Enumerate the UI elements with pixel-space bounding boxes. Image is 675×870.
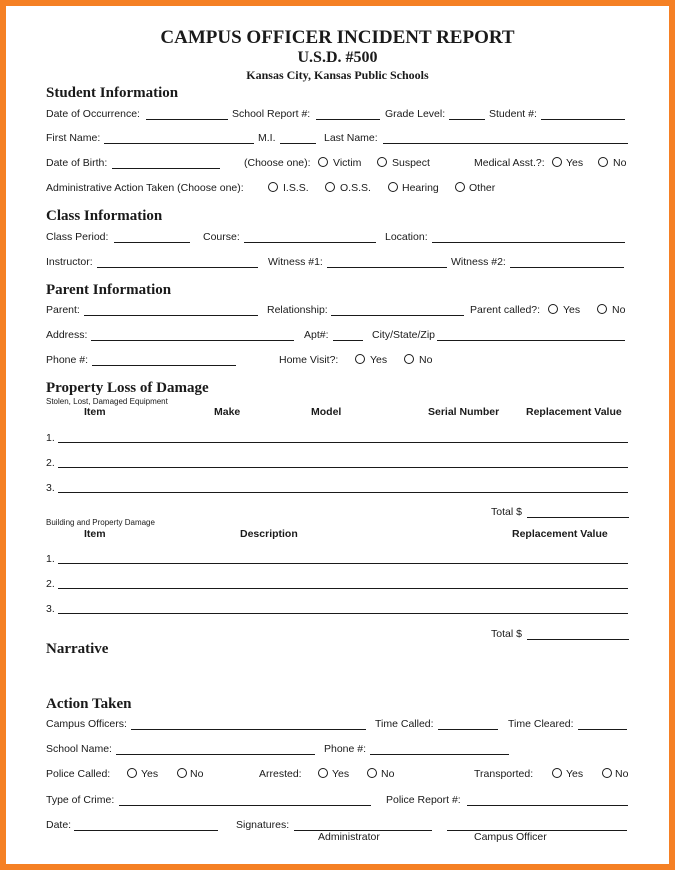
location-label: Location: [385, 231, 428, 243]
arrested-label: Arrested: [259, 768, 302, 780]
col-item: Item [84, 406, 106, 418]
home-visit-no-label: No [419, 354, 433, 366]
iss-label: I.S.S. [283, 182, 309, 194]
col-serial: Serial Number [428, 406, 500, 418]
campus-officers-label: Campus Officers: [46, 718, 127, 730]
police-report-label: Police Report #: [386, 794, 461, 806]
signatures-label: Signatures: [236, 819, 290, 831]
time-cleared-field[interactable] [578, 729, 627, 730]
transported-no-label: No [615, 768, 629, 780]
police-called-no-radio[interactable] [177, 768, 187, 778]
suspect-label: Suspect [392, 157, 430, 169]
medical-no-label: No [613, 157, 627, 169]
class-period-field[interactable] [114, 242, 190, 243]
col-make: Make [214, 406, 241, 418]
administrator-caption: Administrator [318, 831, 380, 843]
relationship-field[interactable] [331, 315, 464, 316]
city-state-zip-field[interactable] [437, 340, 625, 341]
class-period-label: Class Period: [46, 231, 109, 243]
last-name-field[interactable] [383, 143, 628, 144]
district-name: U.S.D. #500 [297, 49, 378, 66]
course-label: Course: [203, 231, 240, 243]
type-of-crime-field[interactable] [119, 805, 371, 806]
col-replacement-value: Replacement Value [526, 406, 622, 418]
witness1-label: Witness #1: [268, 256, 323, 268]
building-total-field[interactable] [527, 639, 629, 640]
building-total-label: Total $ [491, 628, 522, 640]
course-field[interactable] [244, 242, 376, 243]
hearing-radio[interactable] [388, 182, 398, 192]
witness2-label: Witness #2: [451, 256, 506, 268]
school-name-field[interactable] [116, 754, 315, 755]
transported-yes-radio[interactable] [552, 768, 562, 778]
equipment-row-line[interactable] [58, 492, 628, 493]
oss-radio[interactable] [325, 182, 335, 192]
transported-label: Transported: [474, 768, 534, 780]
medical-no-radio[interactable] [598, 157, 608, 167]
col-model: Model [311, 406, 342, 418]
equipment-subheading: Stolen, Lost, Damaged Equipment [46, 397, 168, 406]
parent-called-yes-radio[interactable] [548, 304, 558, 314]
apt-label: Apt#: [304, 329, 329, 341]
action-phone-field[interactable] [370, 754, 509, 755]
date-of-occurrence-label: Date of Occurrence: [46, 108, 140, 120]
date-field[interactable] [74, 830, 218, 831]
instructor-field[interactable] [97, 267, 258, 268]
choose-one-label: (Choose one): [244, 157, 311, 169]
equipment-row-number: 1. [46, 432, 55, 444]
phone-field[interactable] [92, 365, 236, 366]
home-visit-label: Home Visit?: [279, 354, 339, 366]
building-row-line[interactable] [58, 588, 628, 589]
building-col-replacement-value: Replacement Value [512, 528, 608, 540]
parent-info-heading: Parent Information [46, 282, 172, 298]
home-visit-yes-radio[interactable] [355, 354, 365, 364]
home-visit-no-radio[interactable] [404, 354, 414, 364]
school-report-label: School Report #: [232, 108, 311, 120]
admin-action-label: Administrative Action Taken (Choose one): [46, 182, 244, 194]
arrested-yes-radio[interactable] [318, 768, 328, 778]
date-of-occurrence-field[interactable] [146, 119, 228, 120]
victim-label: Victim [333, 157, 362, 169]
parent-field[interactable] [84, 315, 258, 316]
police-called-label: Police Called: [46, 768, 111, 780]
medical-yes-radio[interactable] [552, 157, 562, 167]
time-cleared-label: Time Cleared: [508, 718, 574, 730]
grade-level-label: Grade Level: [385, 108, 446, 120]
parent-called-label: Parent called?: [470, 304, 541, 316]
parent-called-yes-label: Yes [563, 304, 581, 316]
form-title: CAMPUS OFFICER INCIDENT REPORT [160, 27, 515, 48]
parent-label: Parent: [46, 304, 80, 316]
date-of-birth-field[interactable] [112, 168, 220, 169]
mi-label: M.I. [258, 132, 276, 144]
medical-yes-label: Yes [566, 157, 584, 169]
building-row-number: 3. [46, 603, 55, 615]
equipment-total-field[interactable] [527, 517, 629, 518]
medical-asst-label: Medical Asst.?: [474, 157, 545, 169]
police-report-field[interactable] [467, 805, 628, 806]
instructor-label: Instructor: [46, 256, 93, 268]
equipment-row-line[interactable] [58, 442, 628, 443]
class-info-heading: Class Information [46, 208, 163, 224]
first-name-label: First Name: [46, 132, 101, 144]
equipment-row-number: 2. [46, 457, 55, 469]
form-subtitle: Kansas City, Kansas Public Schools [246, 68, 429, 82]
mi-field[interactable] [280, 143, 316, 144]
campus-officer-caption: Campus Officer [474, 831, 547, 843]
arrested-no-radio[interactable] [367, 768, 377, 778]
first-name-field[interactable] [104, 143, 254, 144]
transported-no-radio[interactable] [602, 768, 612, 778]
city-state-zip-label: City/State/Zip [372, 329, 436, 341]
hearing-label: Hearing [402, 182, 439, 194]
parent-called-no-radio[interactable] [597, 304, 607, 314]
student-info-heading: Student Information [46, 85, 179, 101]
building-col-description: Description [240, 528, 298, 540]
building-row-line[interactable] [58, 613, 628, 614]
iss-radio[interactable] [268, 182, 278, 192]
arrested-no-label: No [381, 768, 395, 780]
narrative-heading: Narrative [46, 641, 109, 657]
date-label: Date: [46, 819, 72, 831]
last-name-label: Last Name: [324, 132, 378, 144]
building-row-number: 1. [46, 553, 55, 565]
date-of-birth-label: Date of Birth: [46, 157, 108, 169]
police-called-yes-radio[interactable] [127, 768, 137, 778]
building-row-line[interactable] [58, 563, 628, 564]
victim-radio[interactable] [318, 157, 328, 167]
other-radio[interactable] [455, 182, 465, 192]
parent-called-no-label: No [612, 304, 626, 316]
student-number-field[interactable] [541, 119, 625, 120]
suspect-radio[interactable] [377, 157, 387, 167]
police-called-no-label: No [190, 768, 204, 780]
home-visit-yes-label: Yes [370, 354, 388, 366]
campus-officers-field[interactable] [131, 729, 366, 730]
witness1-field[interactable] [327, 267, 447, 268]
police-called-yes-label: Yes [141, 768, 159, 780]
oss-label: O.S.S. [340, 182, 371, 194]
time-called-label: Time Called: [375, 718, 434, 730]
apt-field[interactable] [333, 340, 363, 341]
transported-yes-label: Yes [566, 768, 584, 780]
relationship-label: Relationship: [267, 304, 328, 316]
arrested-yes-label: Yes [332, 768, 350, 780]
location-field[interactable] [432, 242, 625, 243]
school-name-label: School Name: [46, 743, 112, 755]
other-label: Other [469, 182, 496, 194]
school-report-field[interactable] [316, 119, 380, 120]
building-subheading: Building and Property Damage [46, 518, 155, 527]
grade-level-field[interactable] [449, 119, 485, 120]
time-called-field[interactable] [438, 729, 498, 730]
equipment-total-label: Total $ [491, 506, 522, 518]
type-of-crime-label: Type of Crime: [46, 794, 115, 806]
equipment-row-line[interactable] [58, 467, 628, 468]
address-field[interactable] [91, 340, 294, 341]
witness2-field[interactable] [510, 267, 624, 268]
equipment-row-number: 3. [46, 482, 55, 494]
student-number-label: Student #: [489, 108, 537, 120]
building-row-number: 2. [46, 578, 55, 590]
action-heading: Action Taken [46, 696, 132, 712]
property-heading: Property Loss of Damage [46, 380, 209, 396]
phone-label: Phone #: [46, 354, 89, 366]
building-col-item: Item [84, 528, 106, 540]
action-phone-label: Phone #: [324, 743, 367, 755]
address-label: Address: [46, 329, 88, 341]
